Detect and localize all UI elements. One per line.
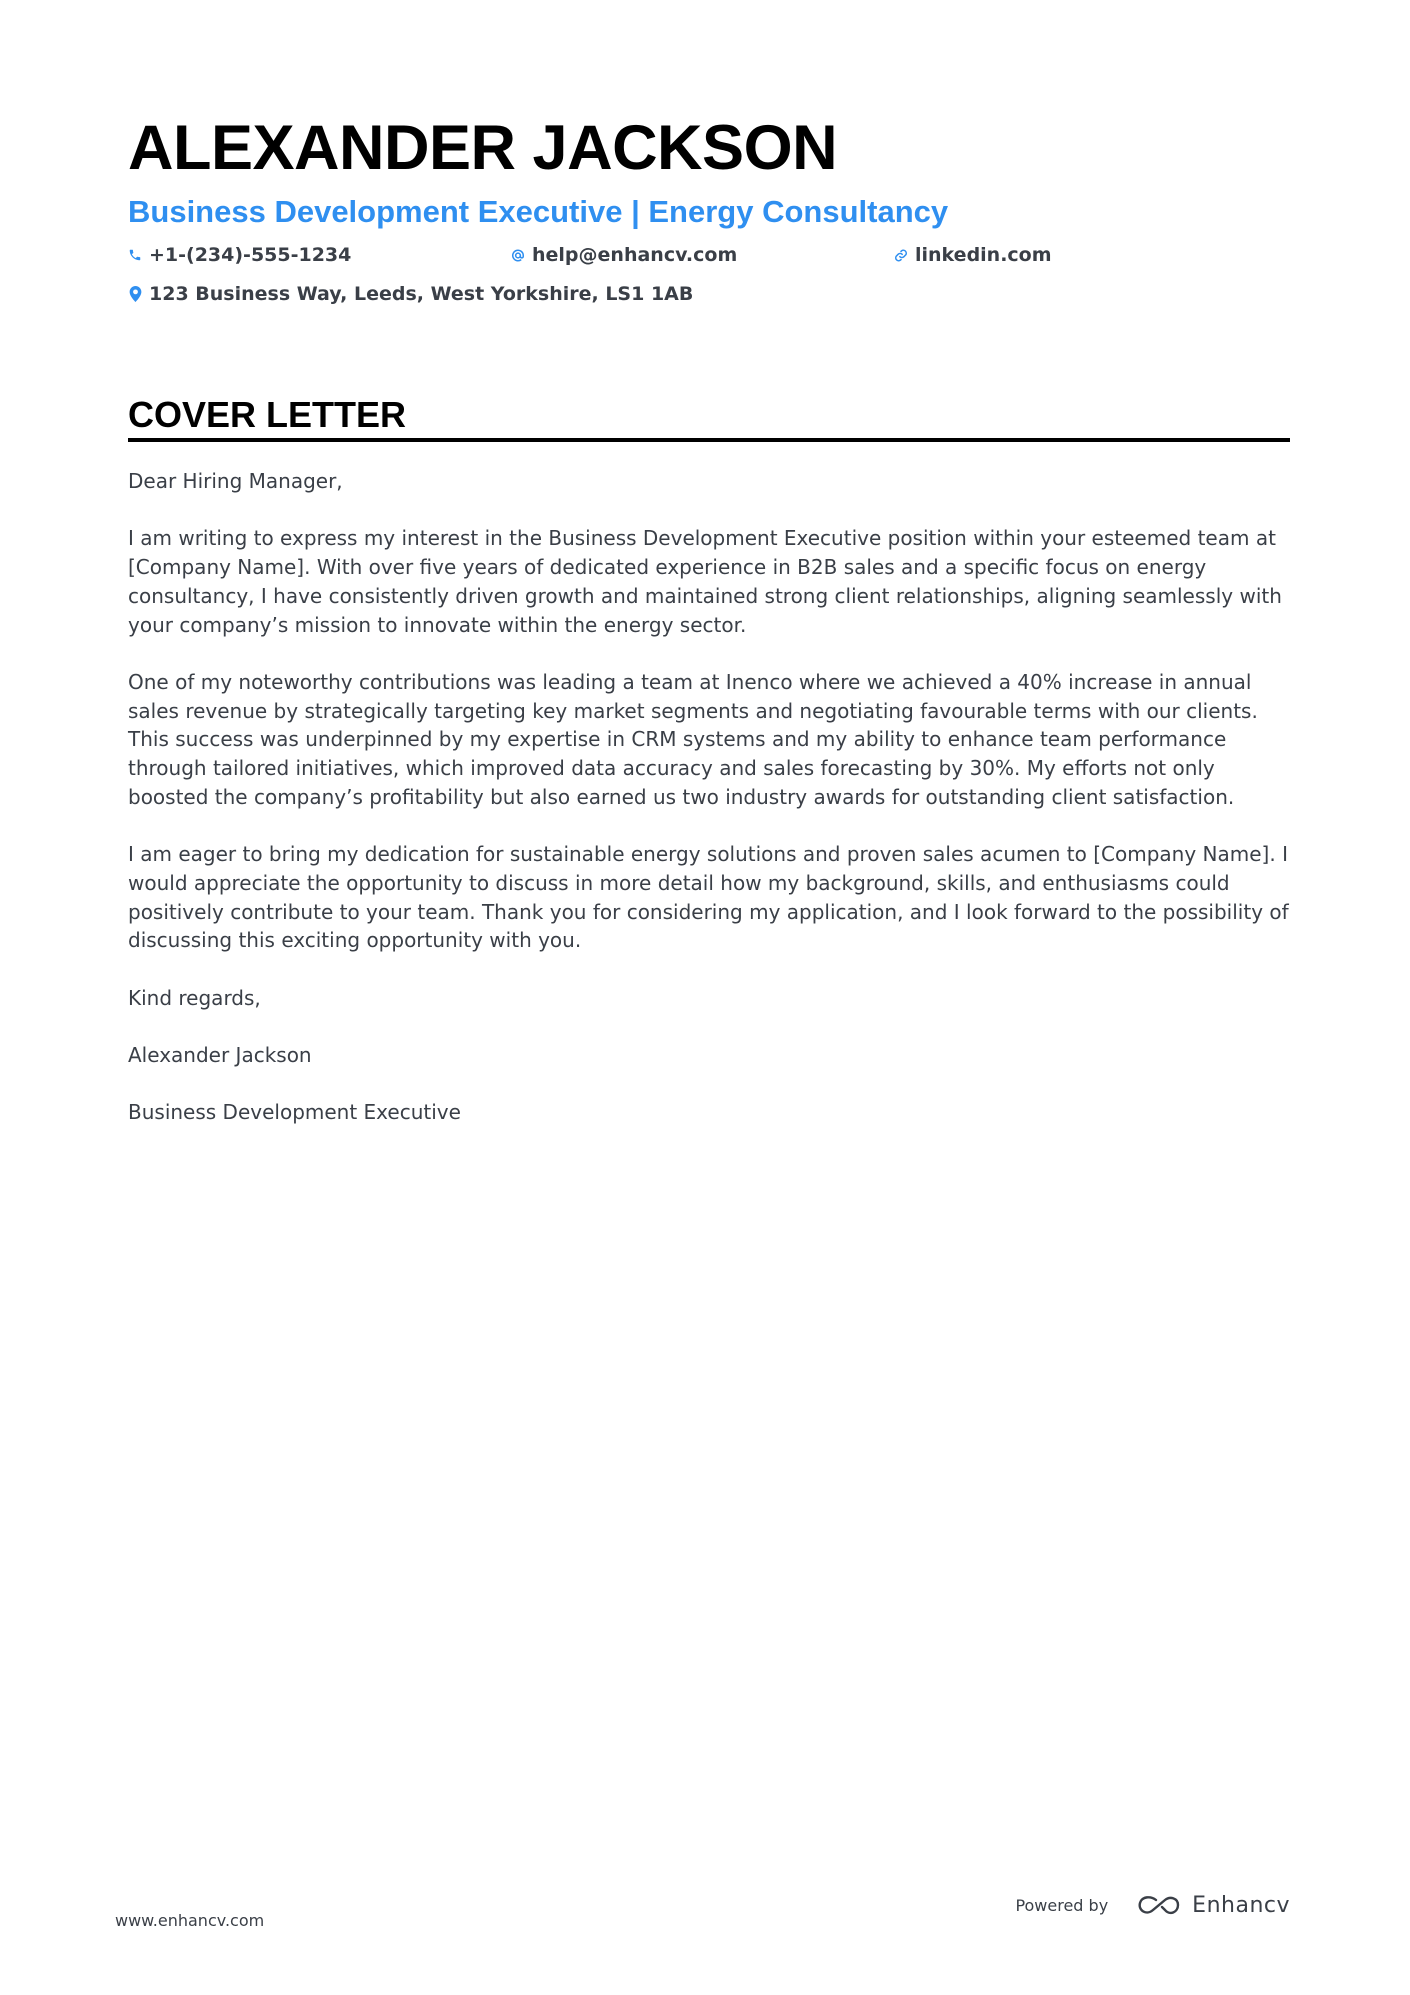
email-text[interactable]: help@enhancv.com: [532, 244, 738, 266]
closing: Kind regards,: [128, 985, 261, 1010]
location-pin-icon: [128, 285, 142, 303]
contact-phone: [128, 241, 351, 269]
signature-title: Business Development Executive: [128, 1100, 461, 1125]
contact-row-secondary: [128, 280, 1290, 308]
at-icon: [511, 246, 525, 264]
brand-logo[interactable]: [1136, 1893, 1290, 1918]
powered-by-label: Powered by: [1015, 1896, 1109, 1915]
letter-body: [128, 467, 1290, 1156]
salutation: Dear Hiring Manager,: [128, 469, 343, 493]
linkedin-text[interactable]: linkedin.com: [915, 244, 1052, 266]
signature-name: Alexander Jackson: [128, 1042, 312, 1067]
contact-email[interactable]: [511, 241, 737, 269]
section-title: COVER LETTER: [128, 394, 407, 435]
phone-text: +1-(234)-555-1234: [149, 244, 352, 266]
candidate-name: ALEXANDER JACKSON: [128, 113, 838, 183]
letter-paragraph: I am eager to bring my dedication for sustainable energy solutions and proven sales acumen to [Company Name]. I would appreciate the opportunity to discuss in more detail how my background, skills, and enthusiasms could positively contribute to your team. Thank you for considering my application, and I look forward to the possibility of discussing this exciting opportunity with you.: [128, 842, 1289, 953]
link-icon: [894, 246, 908, 264]
contact-row-primary: [128, 241, 1290, 269]
address-text: 123 Business Way, Leeds, West Yorkshire, LS1 1AB: [149, 283, 694, 305]
letter-paragraph: I am writing to express my interest in the Business Development Executive position within your esteemed team at [Company Name]. With over five years of dedicated experience in B2B sales and a specific focus on energy consultancy, I have consistently driven growth and maintained strong client relationships, aligning seamlessly with your company’s mission to innovate within the energy sector.: [128, 526, 1282, 637]
contact-linkedin[interactable]: [894, 241, 1052, 269]
phone-icon: [128, 246, 142, 264]
brand-name: Enhancv: [1192, 1893, 1290, 1918]
letter-paragraph: One of my noteworthy contributions was leading a team at Inenco where we achieved a 40% increase in annual sales revenue by strategically targeting key market segments and negotiating favourable terms with our clients. This success was underpinned by my expertise in CRM systems and my ability to enhance team performance through tailored initiatives, which improved data accuracy and sales forecasting by 30%. My efforts not only boosted the company’s profitability but also earned us two industry awards for outstanding client satisfaction.: [128, 669, 1258, 809]
contact-address: [128, 280, 693, 308]
footer-branding: [1015, 1893, 1290, 1918]
section-divider: [128, 438, 1290, 442]
enhancv-logo-icon: [1136, 1894, 1182, 1918]
footer-website[interactable]: www.enhancv.com: [115, 1911, 265, 1930]
job-title: Business Development Executive | Energy Consultancy: [128, 194, 949, 229]
